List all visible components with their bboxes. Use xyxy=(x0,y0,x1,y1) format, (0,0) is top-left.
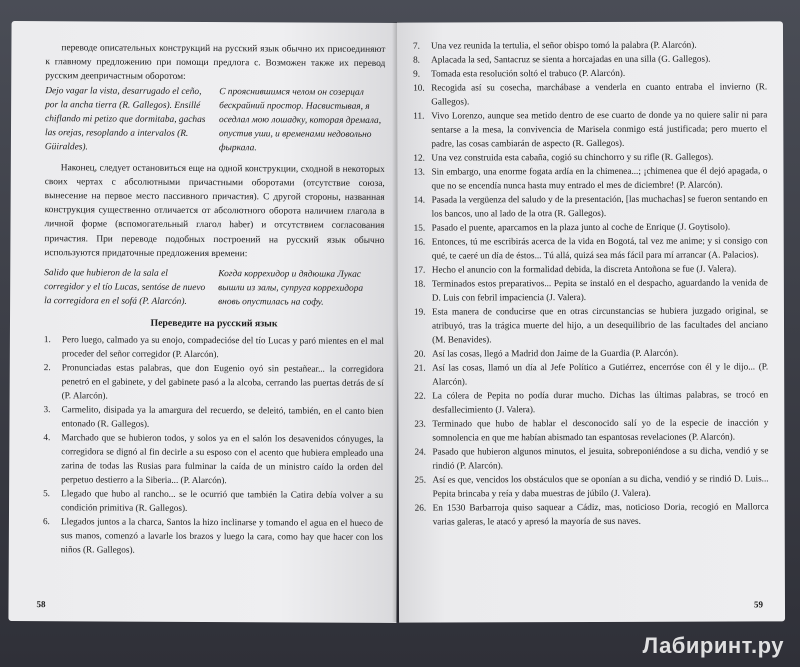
right-exercise-list xyxy=(413,37,769,528)
list-item: 18. Terminados estos preparativos... Pepita se instaló en el despacho, aguardando la venida de D. Luis con febril impaciencia (J. Valera). xyxy=(413,277,768,303)
page-number-left: 58 xyxy=(36,599,46,610)
list-item: 26. En 1530 Barbarroja quiso saquear a Cádiz, mas, noticioso Doria, recogió en Mallorca varias galeras, le atacó y apresó la mayoría de sus naves. xyxy=(414,501,769,527)
list-item: 9. Tomada esta resolución soltó el trabuco (P. Alarcón). xyxy=(413,67,626,79)
watermark-logo: Лабиринт.ру xyxy=(642,633,784,658)
list-item: 20. Así las cosas, llegó a Madrid don Jaime de la Guardia (P. Alarcón). xyxy=(414,347,679,359)
list-item: 24. Pasado que hubieron algunos minutos, el jesuita, sobreponiéndose a su dicha, vendió y se rindió (P. Alarcón). xyxy=(414,445,769,471)
intro-paragraph: переводе описательных конструкций на русский язык обычно их присоединяют к главному предложению при помощи предлога с. Возможен также их перевод русским деепричастным оборотом: xyxy=(45,43,386,83)
left-exercise-list xyxy=(43,332,384,558)
list-item: 13. Sin embargo, una enorme fogata ardía en la chimenea...; ¡chimenea que él dejó apagada, o que no se encendía nunca hasta muy entrado el mes de diciembre! (P. Alarcón). xyxy=(413,165,768,191)
example-2-russian: Когда коррехидор и дядюшка Лукас вышли из залы, супруга коррехидора вновь опустилась на софу. xyxy=(218,269,364,309)
list-item: 6. Llegados juntos a la charca, Santos la hizo inclinarse y tomando el agua en el hueco de sus manos, comenzó a lavarle los brazos y luego la cara, como hay que hacer con los niños (R. Gallegos). xyxy=(42,515,383,555)
list-item: 14. Pasada la vergüenza del saludo y de la presentación, [las muchachas] se fueron sentando en los bancos, uno al lado de la otra (R. Gallegos). xyxy=(413,193,768,219)
page-number-right: 59 xyxy=(753,599,764,610)
left-page xyxy=(8,21,399,623)
list-item: 10. Recogida así su cosecha, marchábase a venderla en cuanto entraba el invierno (R. Gallegos). xyxy=(413,81,768,107)
list-item: 8. Aplacada la sed, Santacruz se sienta a horcajadas en una silla (G. Gallegos). xyxy=(413,53,711,65)
example-2-spanish: Salido que hubieron de la sala el corregidor y el tío Lucas, sentóse de nuevo la corregidora en el sofá (P. Alarcón). xyxy=(44,268,206,308)
list-item: 3. Carmelito, disipada ya la amargura del recuerdo, se deleitó, también, en el canto bien entonado (R. Gallegos). xyxy=(43,403,384,429)
example-1 xyxy=(45,84,385,157)
exercise-heading: Переведите на русский язык xyxy=(150,317,278,330)
list-item: 25. Así es que, vencidos los obstáculos que se oponían a su dicha, vendió y se rindió D. Luis... Pepita brincaba y reía y daba muestras de júbilo (J. Valera). xyxy=(414,473,769,499)
list-item: 22. La cólera de Pepita no podía durar mucho. Dichas las últimas palabras, se trocó en desfallecimiento (J. Valera). xyxy=(414,389,769,415)
example-1-russian: С прояснившимся челом он созерцал бескрайний простор. Насвистывая, я оседлал мою лошадку, которая дремала, опустив уши, и временами недовольно фыркала. xyxy=(218,86,382,154)
list-item: 12. Una vez construida esta cabaña, cogió su chinchorro y su rifle (R. Gallegos). xyxy=(413,151,714,163)
list-item: 15. Pasado el puente, aparcamos en la plaza junto al coche de Enrique (J. Goytisolo). xyxy=(413,221,731,233)
list-item: 11. Vivo Lorenzo, aunque sea metido dentro de ese cuarto de donde ya no quiere salir ni para sentarse a la mesa, la convivencia de Marisela conmigo está justificada; pero muerto el padre, las cosas cambiarán de aspecto (R. Gallegos). xyxy=(413,109,768,149)
list-item: 17. Hecho el anuncio con la formalidad debida, la discreta Antoñona se fue (J. Valera). xyxy=(413,263,737,275)
list-item: 7. Una vez reunida la tertulia, el señor obispo tomó la palabra (P. Alarcón). xyxy=(413,39,697,51)
list-item: 1. Pero luego, calmado ya su enojo, compadecióse del tío Lucas y paró mientes en el mal proceder del señor corregidor (P. Alarcón). xyxy=(43,333,384,359)
example-1-spanish: Dejo vagar la vista, desarrugado el ceño, por la ancha tierra (R. Gallegos). Ensillé chiflando mi petizo que dormitaba, gachas las orejas, resoplando a intervalos (R. Güiraldes). xyxy=(44,85,206,153)
list-item: 4. Marchado que se hubieron todos, y solos ya en el salón los desavenidos cónyuges, la corregidora se dignó al fin decirle a su esposo con el acento que hubiera empleado una zarina de todas las Rusias para fulminar la caída de un ministro caído la orden del perpetuo destierro a la Siberia... (P. Alarcón). xyxy=(43,431,384,485)
list-item: 2. Pronunciadas estas palabras, que don Eugenio oyó sin pestañear... la corregidora penetró en el gabinete, y del gabinete pasó a la alcoba, cerrando las puertas detrás de sí (P. Alarcón). xyxy=(43,361,384,401)
list-item: 23. Terminado que hubo de hablar el desconocido salí yo de la especie de inacción y somnolencia en que me habían abismado tan espantosas revelaciones (P. Alarcón). xyxy=(414,417,769,443)
example-2 xyxy=(44,266,384,310)
list-item: 5. Llegado que hubo al rancho... se le ocurrió que también la Catira debía volver a su condición primitiva (R. Gallegos). xyxy=(43,487,384,513)
list-item: 19. Esta manera de conducirse que en otras circunstancias se hubiera juzgado original, se atribuyó, tras la trágica muerte del hijo, a un desequilibrio de las facultades del anciano (M. Benavides). xyxy=(413,305,769,345)
right-page xyxy=(397,21,785,622)
explanation-paragraph: Наконец, следует остановиться еще на одной конструкции, сходной в некоторых своих чертах с абсолютными причастными оборотами (отсутствие союза, вынесение на первое место пассивного причастия). С другой стороны, названная конструкция существенно отличается от абсолютного оборота наличием глагола в личной форме (вспомогательный глагол haber) и отсутствием согласования причастия. При переводе подобных построений на русский язык обычно используются придаточные предложения времени: xyxy=(44,162,385,260)
list-item: 21. Así las cosas, llamó un día al Jefe Político a Gutiérrez, encerróse con él y le dijo... (P. Alarcón). xyxy=(414,361,769,387)
list-item: 16. Entonces, tú me escribirás acerca de la vida en Bogotá, tal vez me anime; y si consigo con qué, te caeré un día de éstos... Tú allá, quizá sea más fácil para mí arrancar (A. Palacios). xyxy=(413,235,768,261)
